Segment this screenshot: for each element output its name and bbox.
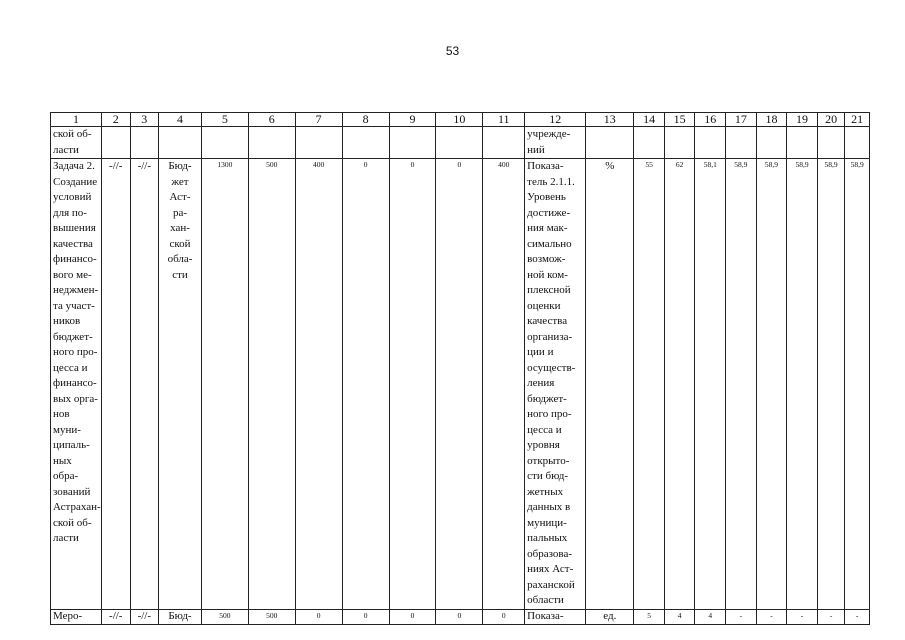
column-header: 8: [342, 113, 389, 127]
table-row-task-2: [51, 159, 870, 610]
table-cell: [201, 127, 248, 159]
cell-task-name: Задача 2. Создание условий для по- вышения качества финансо- вого ме- неджмен- та участ- ников бюджет- ного про- цесса и финансо- вых орга- нов муни- ципаль- ных обра- зований Астрахан- ской об- ласти: [51, 159, 102, 610]
column-header: 1: [51, 113, 102, 127]
cell-amount: 500: [201, 609, 248, 624]
cell-amount: 400: [295, 159, 342, 610]
column-header: 16: [695, 113, 726, 127]
table-cell: [586, 127, 634, 159]
table-cell: [726, 127, 757, 159]
table-cell: [817, 127, 845, 159]
table-cell: [389, 127, 436, 159]
cell-amount: 0: [389, 159, 436, 610]
column-header: 19: [787, 113, 818, 127]
column-header: 10: [436, 113, 483, 127]
cell-indicator: Показа-: [525, 609, 586, 624]
cell-unit: ед.: [586, 609, 634, 624]
column-header: 18: [756, 113, 787, 127]
cell-indicator: учрежде- ний: [525, 127, 586, 159]
cell-amount: 0: [295, 609, 342, 624]
column-header: 5: [201, 113, 248, 127]
column-header: 17: [726, 113, 757, 127]
cell-indicator-value: 58,9: [845, 159, 870, 610]
cell-unit: %: [586, 159, 634, 610]
cell-indicator-value: 58,9: [787, 159, 818, 610]
cell-indicator-value: 55: [634, 159, 665, 610]
cell-funding-source: Бюд- жет Аст- ра- хан- ской обла- сти: [159, 159, 202, 610]
page-number: 53: [445, 44, 460, 58]
column-header: 7: [295, 113, 342, 127]
cell-amount: 400: [483, 159, 525, 610]
column-header: 13: [586, 113, 634, 127]
cell-amount: 0: [342, 159, 389, 610]
table-cell: [248, 127, 295, 159]
cell-indicator: Показа- тель 2.1.1. Уровень достиже- ния мак- симально возмож- ной ком- плексной оценки качества организа- ции и осуществ- ления бюджет- ного про- цесса и уровня открыто- сти бюд- жетных данных в муници- пальных образова- ниях Аст- раханской области: [525, 159, 586, 610]
cell-indicator-value: 58,1: [695, 159, 726, 610]
table-cell: [130, 127, 159, 159]
table-cell: [787, 127, 818, 159]
table-row-measure: [51, 609, 870, 624]
column-header: 15: [664, 113, 695, 127]
cell-indicator-value: -: [787, 609, 818, 624]
cell-indicator-value: -: [756, 609, 787, 624]
table-cell: [483, 127, 525, 159]
column-header: 21: [845, 113, 870, 127]
table-cell: [101, 127, 130, 159]
table-cell: [695, 127, 726, 159]
cell-amount: 0: [436, 159, 483, 610]
column-header: 20: [817, 113, 845, 127]
cell-ditto: -//-: [101, 609, 130, 624]
table-cell: [664, 127, 695, 159]
cell-amount: 0: [436, 609, 483, 624]
table-cell: [342, 127, 389, 159]
table-row-continuation: [51, 127, 870, 159]
cell-amount: 0: [342, 609, 389, 624]
column-header: 12: [525, 113, 586, 127]
cell-indicator-value: 5: [634, 609, 665, 624]
cell-amount: 0: [483, 609, 525, 624]
column-header: 14: [634, 113, 665, 127]
cell-indicator-value: 4: [664, 609, 695, 624]
table-cell: [436, 127, 483, 159]
table-cell: [634, 127, 665, 159]
cell-amount: 500: [248, 159, 295, 610]
cell-indicator-value: 62: [664, 159, 695, 610]
cell-object: ской об- ласти: [51, 127, 102, 159]
cell-amount: 0: [389, 609, 436, 624]
cell-ditto: -//-: [130, 609, 159, 624]
cell-indicator-value: 58,9: [817, 159, 845, 610]
column-header: 2: [101, 113, 130, 127]
cell-indicator-value: -: [726, 609, 757, 624]
cell-indicator-value: 58,9: [756, 159, 787, 610]
table-cell: [845, 127, 870, 159]
column-header: 6: [248, 113, 295, 127]
column-header: 3: [130, 113, 159, 127]
cell-ditto: -//-: [130, 159, 159, 610]
cell-ditto: -//-: [101, 159, 130, 610]
table-cell: [159, 127, 202, 159]
table-cell: [756, 127, 787, 159]
column-header: 11: [483, 113, 525, 127]
table-cell: [295, 127, 342, 159]
cell-task-name: Меро-: [51, 609, 102, 624]
header-row: [51, 113, 870, 127]
cell-amount: 1300: [201, 159, 248, 610]
budget-program-table: [50, 112, 870, 625]
cell-indicator-value: 4: [695, 609, 726, 624]
column-header: 9: [389, 113, 436, 127]
cell-indicator-value: 58,9: [726, 159, 757, 610]
cell-funding-source: Бюд-: [159, 609, 202, 624]
cell-amount: 500: [248, 609, 295, 624]
column-header: 4: [159, 113, 202, 127]
cell-indicator-value: -: [817, 609, 845, 624]
cell-indicator-value: -: [845, 609, 870, 624]
